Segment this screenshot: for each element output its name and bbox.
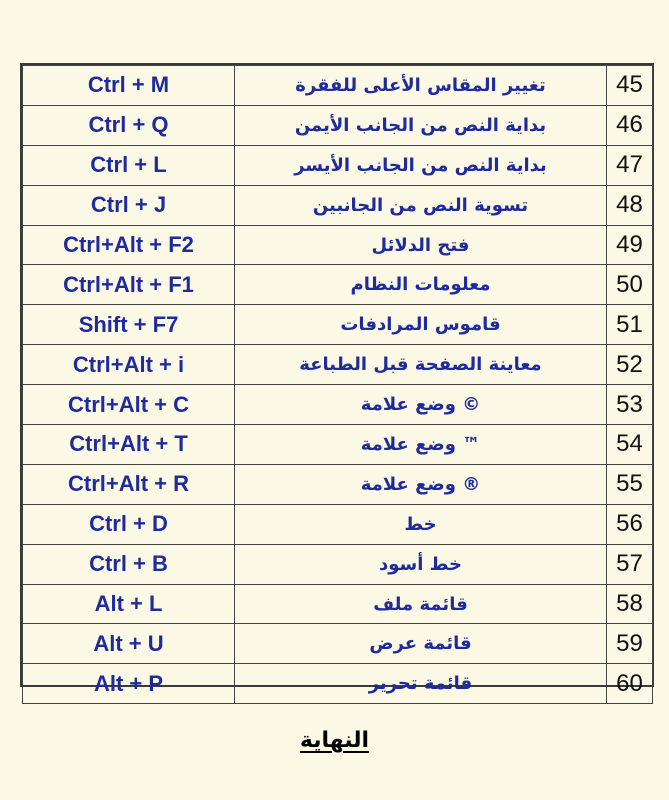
row-number: 58 xyxy=(607,584,653,624)
shortcut-keys: Ctrl+Alt + R xyxy=(23,464,235,504)
shortcut-description: تغيير المقاس الأعلى للفقرة xyxy=(235,66,607,106)
table-row xyxy=(23,225,653,265)
table-row xyxy=(23,584,653,624)
shortcut-keys: Ctrl+Alt + F1 xyxy=(23,265,235,305)
table-row xyxy=(23,504,653,544)
row-number: 51 xyxy=(607,305,653,345)
shortcut-description: © وضع علامة xyxy=(235,385,607,425)
shortcut-keys: Ctrl+Alt + F2 xyxy=(23,225,235,265)
shortcut-keys: Ctrl+Alt + C xyxy=(23,385,235,425)
row-number: 50 xyxy=(607,265,653,305)
table-row xyxy=(23,265,653,305)
shortcut-description: ® وضع علامة xyxy=(235,464,607,504)
table-row xyxy=(23,305,653,345)
shortcut-description: خط xyxy=(235,504,607,544)
shortcut-keys: Ctrl + D xyxy=(23,504,235,544)
table-row xyxy=(23,624,653,664)
shortcut-description: بداية النص من الجانب الأيمن xyxy=(235,105,607,145)
shortcut-keys: Ctrl + Q xyxy=(23,105,235,145)
shortcut-keys: Ctrl+Alt + T xyxy=(23,425,235,465)
table-row xyxy=(23,66,653,106)
table-row xyxy=(23,345,653,385)
shortcut-description: فتح الدلائل xyxy=(235,225,607,265)
row-number: 48 xyxy=(607,185,653,225)
shortcut-keys: Shift + F7 xyxy=(23,305,235,345)
shortcut-description: قائمة تحرير xyxy=(235,664,607,704)
row-number: 54 xyxy=(607,425,653,465)
table-row xyxy=(23,664,653,704)
row-number: 55 xyxy=(607,464,653,504)
end-title: النهاية xyxy=(299,728,370,753)
shortcut-keys: Alt + P xyxy=(23,664,235,704)
table-row xyxy=(23,544,653,584)
shortcut-description: بداية النص من الجانب الأيسر xyxy=(235,145,607,185)
shortcut-description: معلومات النظام xyxy=(235,265,607,305)
shortcut-description: قائمة عرض xyxy=(235,624,607,664)
shortcut-description: ™ وضع علامة xyxy=(235,425,607,465)
shortcut-keys: Ctrl + J xyxy=(23,185,235,225)
shortcut-keys: Ctrl + B xyxy=(23,544,235,584)
row-number: 59 xyxy=(607,624,653,664)
table-row xyxy=(23,385,653,425)
row-number: 47 xyxy=(607,145,653,185)
shortcut-description: معاينة الصفحة قبل الطباعة xyxy=(235,345,607,385)
row-number: 57 xyxy=(607,544,653,584)
shortcuts-table-body xyxy=(23,66,653,704)
shortcut-description: قائمة ملف xyxy=(235,584,607,624)
shortcut-keys: Ctrl + L xyxy=(23,145,235,185)
row-number: 49 xyxy=(607,225,653,265)
table-row xyxy=(23,145,653,185)
row-number: 52 xyxy=(607,345,653,385)
shortcut-keys: Ctrl+Alt + i xyxy=(23,345,235,385)
shortcut-description: قاموس المرادفات xyxy=(235,305,607,345)
row-number: 53 xyxy=(607,385,653,425)
shortcut-keys: Alt + U xyxy=(23,624,235,664)
shortcuts-table xyxy=(22,65,653,704)
table-row xyxy=(23,425,653,465)
shortcut-keys: Ctrl + M xyxy=(23,66,235,106)
row-number: 46 xyxy=(607,105,653,145)
table-row xyxy=(23,185,653,225)
row-number: 45 xyxy=(607,66,653,106)
shortcuts-table-frame xyxy=(20,63,654,697)
shortcut-keys: Alt + L xyxy=(23,584,235,624)
table-row xyxy=(23,464,653,504)
shortcut-description: تسوية النص من الجانبين xyxy=(235,185,607,225)
row-number: 56 xyxy=(607,504,653,544)
table-row xyxy=(23,105,653,145)
row-number: 60 xyxy=(607,664,653,704)
shortcut-description: خط أسود xyxy=(235,544,607,584)
